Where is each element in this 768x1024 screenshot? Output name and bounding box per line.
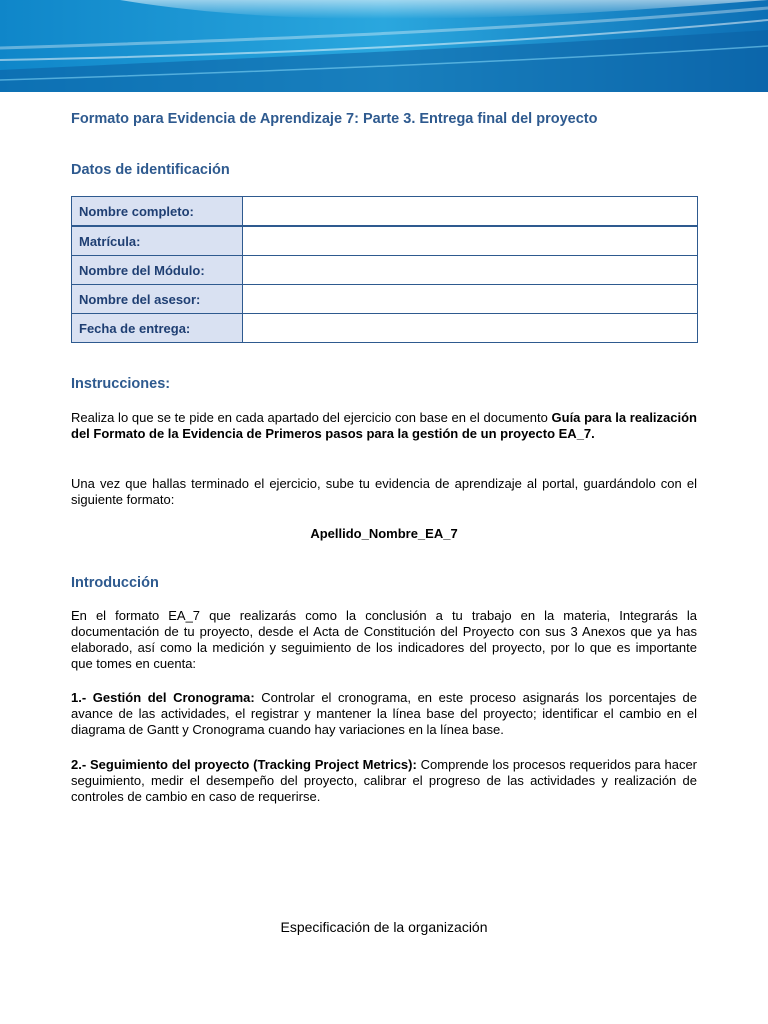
item-text: Comprende los procesos requeridos para hacer seguimiento, medir el desempeño del proyecto, calibrar el progreso de las actividades y realización de controles de cambio en caso de requerirse. <box>71 757 697 804</box>
table-row <box>72 256 698 285</box>
instructions-text: Realiza lo que se te pide en cada apartado del ejercicio con base en el documento <box>71 410 552 425</box>
project-tracking-item <box>71 757 697 805</box>
table-row <box>72 197 698 227</box>
row-value-field[interactable] <box>243 197 698 227</box>
row-value-field[interactable] <box>243 285 698 314</box>
row-value-field[interactable] <box>243 256 698 285</box>
document-title: Formato para Evidencia de Aprendizaje 7: Parte 3. Entrega final del proyecto <box>71 111 598 127</box>
introduction-paragraph: En el formato EA_7 que realizarás como la conclusión a tu trabajo en la materia, Integrarás la documentación de tu proyecto, desde el Acta de Constitución del Proyecto con sus 3 Anexos que ya has elaborado, así como la medición y seguimiento de los indicadores del proyecto, por lo que es importante que tomes en cuenta: <box>71 608 697 671</box>
item-title: 1.- Gestión del Cronograma: <box>71 690 255 705</box>
row-label: Nombre completo: <box>72 197 243 227</box>
row-label: Nombre del asesor: <box>72 285 243 314</box>
introduction-heading: Introducción <box>71 575 159 591</box>
item-title: 2.- Seguimiento del proyecto (Tracking Project Metrics): <box>71 757 417 772</box>
filename-format: Apellido_Nombre_EA_7 <box>310 526 458 541</box>
instructions-paragraph <box>71 410 697 442</box>
table-row <box>72 314 698 343</box>
instructions-guide-reference: Guía para la realización del Formato de la Evidencia de Primeros pasos para la gestión de un proyecto EA_7. <box>71 410 697 441</box>
item-text: Controlar el cronograma, en este proceso asignarás los porcentajes de avance de las actividades, el registrar y mantener la línea base del proyecto; identificar el cambio en el diagrama de Gantt y Cronograma cuando hay variaciones en la línea base. <box>71 690 697 737</box>
header-banner <box>0 0 768 92</box>
schedule-management-item <box>71 690 697 738</box>
identification-heading: Datos de identificación <box>71 162 230 178</box>
identification-table <box>71 196 698 343</box>
table-row <box>72 285 698 314</box>
page-footer: Especificación de la organización <box>280 919 488 935</box>
row-label: Fecha de entrega: <box>72 314 243 343</box>
row-label: Matrícula: <box>72 226 243 256</box>
upload-instructions: Una vez que hallas terminado el ejercicio, sube tu evidencia de aprendizaje al portal, guardándolo con el siguiente formato: <box>71 476 697 507</box>
row-value-field[interactable] <box>243 226 698 256</box>
instructions-heading: Instrucciones: <box>71 376 171 392</box>
row-label: Nombre del Módulo: <box>72 256 243 285</box>
table-row <box>72 226 698 256</box>
row-value-field[interactable] <box>243 314 698 343</box>
